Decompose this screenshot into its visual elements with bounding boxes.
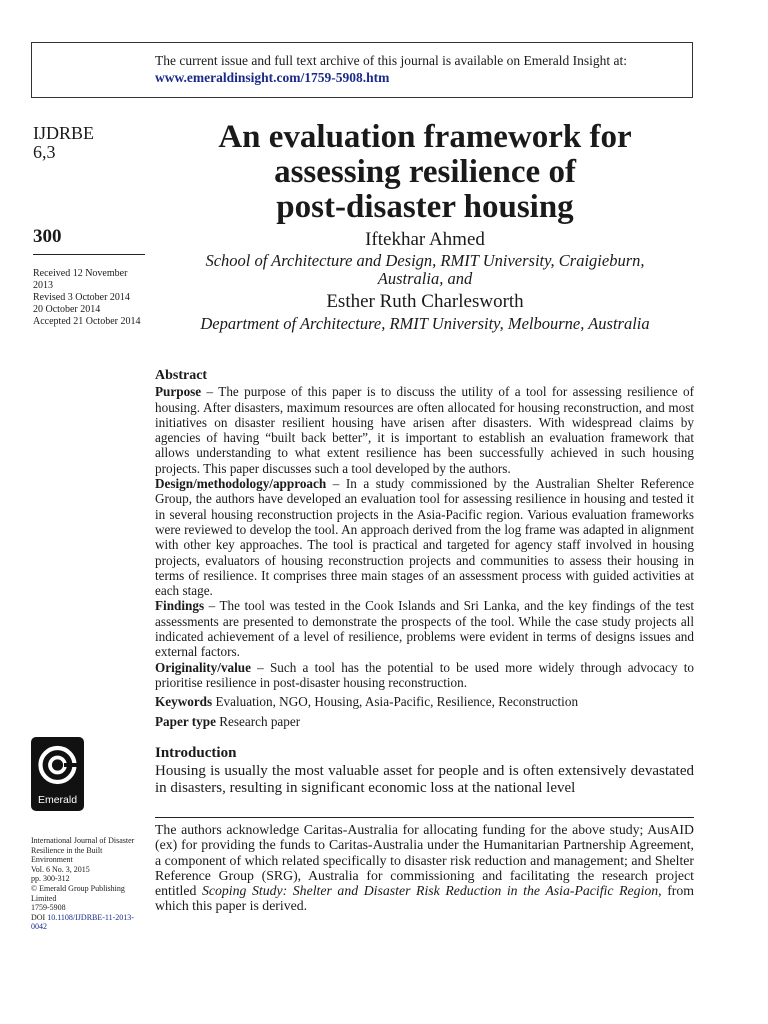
abstract-heading: Abstract (155, 368, 208, 383)
abstract-section (155, 368, 694, 729)
emerald-wordmark: Emerald (37, 794, 78, 806)
received-dates (33, 268, 148, 328)
keywords-text: Evaluation, NGO, Housing, Asia-Pacific, Resilience, Reconstruction (212, 694, 579, 710)
paper-type-label: Paper type (155, 713, 216, 729)
intro-text: Housing is usually the most valuable asset for people and is often extensively devastated in disasters, resulting in significant economic loss at the national level (155, 763, 694, 796)
findings-text: – The tool was tested in the Cook Islands and Sri Lanka, and the key findings of the test assessments are presented to demonstrate the prospects of the tool. While the case study projects all indicated achievement of a level of resilience, problems were evident in terms of designs issues and external factors. (155, 598, 694, 660)
date-received: Received 12 November 2013 (33, 268, 128, 291)
keywords-label: Keywords (155, 694, 213, 710)
date-revised: Revised 3 October 2014 (33, 292, 130, 303)
citation-line: © Emerald Group Publishing Limited (31, 883, 125, 903)
title-line-3: post-disaster housing (276, 189, 574, 225)
design-text: – In a study commissioned by the Australian Shelter Reference Group, the authors have developed an evaluation tool for assessing resilience in housing and tested it in several housing reconstruction projects in the Asia-Pacific region. Various evaluation frameworks were reviewed to develop the tool. An approach derived from the log frame was adapted in alignment with other key approaches. The tool is practical and targeted for agency staff involved in housing projects, evaluators of housing reconstruction projects and communities to assess their housing in terms of resilience. It comprises three main stages of an assessment process with guided activities at each stage. (155, 476, 694, 599)
footnote-text-after: , from which this paper is derived. (155, 883, 695, 914)
abstract-design (155, 476, 694, 598)
notice-url-link[interactable]: www.emeraldinsight.com/1759-5908.htm (155, 70, 390, 85)
page-number: 300 (33, 226, 62, 247)
journal-citation (31, 836, 149, 932)
citation-line: International Journal of Disaster (31, 836, 135, 845)
originality-label: Originality/value (155, 659, 251, 675)
paper-type-text: Research paper (215, 713, 301, 729)
author-2-affiliation (150, 315, 700, 333)
author-1-name: Iftekhar Ahmed (365, 229, 485, 250)
citation-doi (31, 913, 149, 932)
author-2-name: Esther Ruth Charlesworth (326, 291, 524, 312)
citation-line: 1759-5908 (31, 903, 66, 913)
date-revised-2: 20 October 2014 (33, 304, 101, 315)
design-label: Design/methodology/approach (155, 476, 327, 492)
journal-code (33, 124, 94, 162)
title-line-2: assessing resilience of (274, 154, 576, 190)
journal-volume: 6,3 (33, 142, 56, 162)
footnote-rule (155, 817, 694, 818)
author-1-affiliation (150, 252, 700, 288)
notice-text: The current issue and full text archive of this journal is available on Emerald Insight at: (155, 53, 627, 68)
affiliation-line: School of Architecture and Design, RMIT University, Craigieburn, (205, 251, 645, 270)
doi-link[interactable]: 10.1108/IJDRBE-11-2013-0042 (31, 912, 134, 932)
purpose-label: Purpose (155, 384, 202, 400)
citation-line: pp. 300-312 (31, 874, 70, 884)
abstract-findings (155, 598, 694, 659)
affiliation-line: Department of Architecture, RMIT University, Melbourne, Australia (200, 314, 650, 333)
citation-line: Environment (31, 855, 73, 865)
affiliation-line: Australia, and (377, 269, 473, 288)
footnote-study-title: Scoping Study: Shelter and Disaster Risk Reduction in the Asia-Pacific Region (201, 883, 659, 899)
journal-abbrev: IJDRBE (33, 123, 95, 143)
acknowledgement-footnote (155, 822, 694, 914)
abstract-purpose (155, 384, 694, 476)
doi-label: DOI (31, 912, 46, 922)
title-line-1: An evaluation framework for (218, 119, 632, 155)
citation-line: Vol. 6 No. 3, 2015 (31, 864, 90, 874)
findings-label: Findings (155, 598, 205, 614)
paper-title (150, 120, 700, 225)
footnote-text-before: The authors acknowledge Caritas-Australia for allocating funding for the above study; AusAID (ex) for providing the funds to Caritas-Australia under the Humanitarian Partnership Agreement, a component of which related specifically to disaster risk reduction and management; and Shelter Reference Group (SRG), Australia for commissioning and facilitating the research project entitled (155, 822, 694, 899)
intro-heading: Introduction (155, 745, 237, 761)
purpose-text: – The purpose of this paper is to discuss the utility of a tool for assessing resilience of housing. After disasters, maximum resources are often allocated for housing reconstruction, and most initiatives on disaster resilient housing have arisen after disasters. With widespread claims by agencies of having “built back better”, it is important to establish an evaluation framework that allows understanding to what extent resilience has been successfully achieved in such housing projects. This paper discusses such a tool developed by the authors. (155, 384, 694, 476)
originality-text: – Such a tool has the potential to be used more widely through advocacy to prioritise resilience in post-disaster housing reconstruction. (155, 659, 694, 690)
citation-line: Resilience in the Built (31, 845, 103, 855)
emerald-logo (31, 737, 84, 811)
abstract-paper-type (155, 714, 694, 729)
date-accepted: Accepted 21 October 2014 (33, 316, 141, 327)
journal-notice-box (31, 42, 693, 98)
abstract-keywords (155, 694, 694, 709)
abstract-originality (155, 660, 694, 691)
margin-rule (33, 254, 145, 255)
